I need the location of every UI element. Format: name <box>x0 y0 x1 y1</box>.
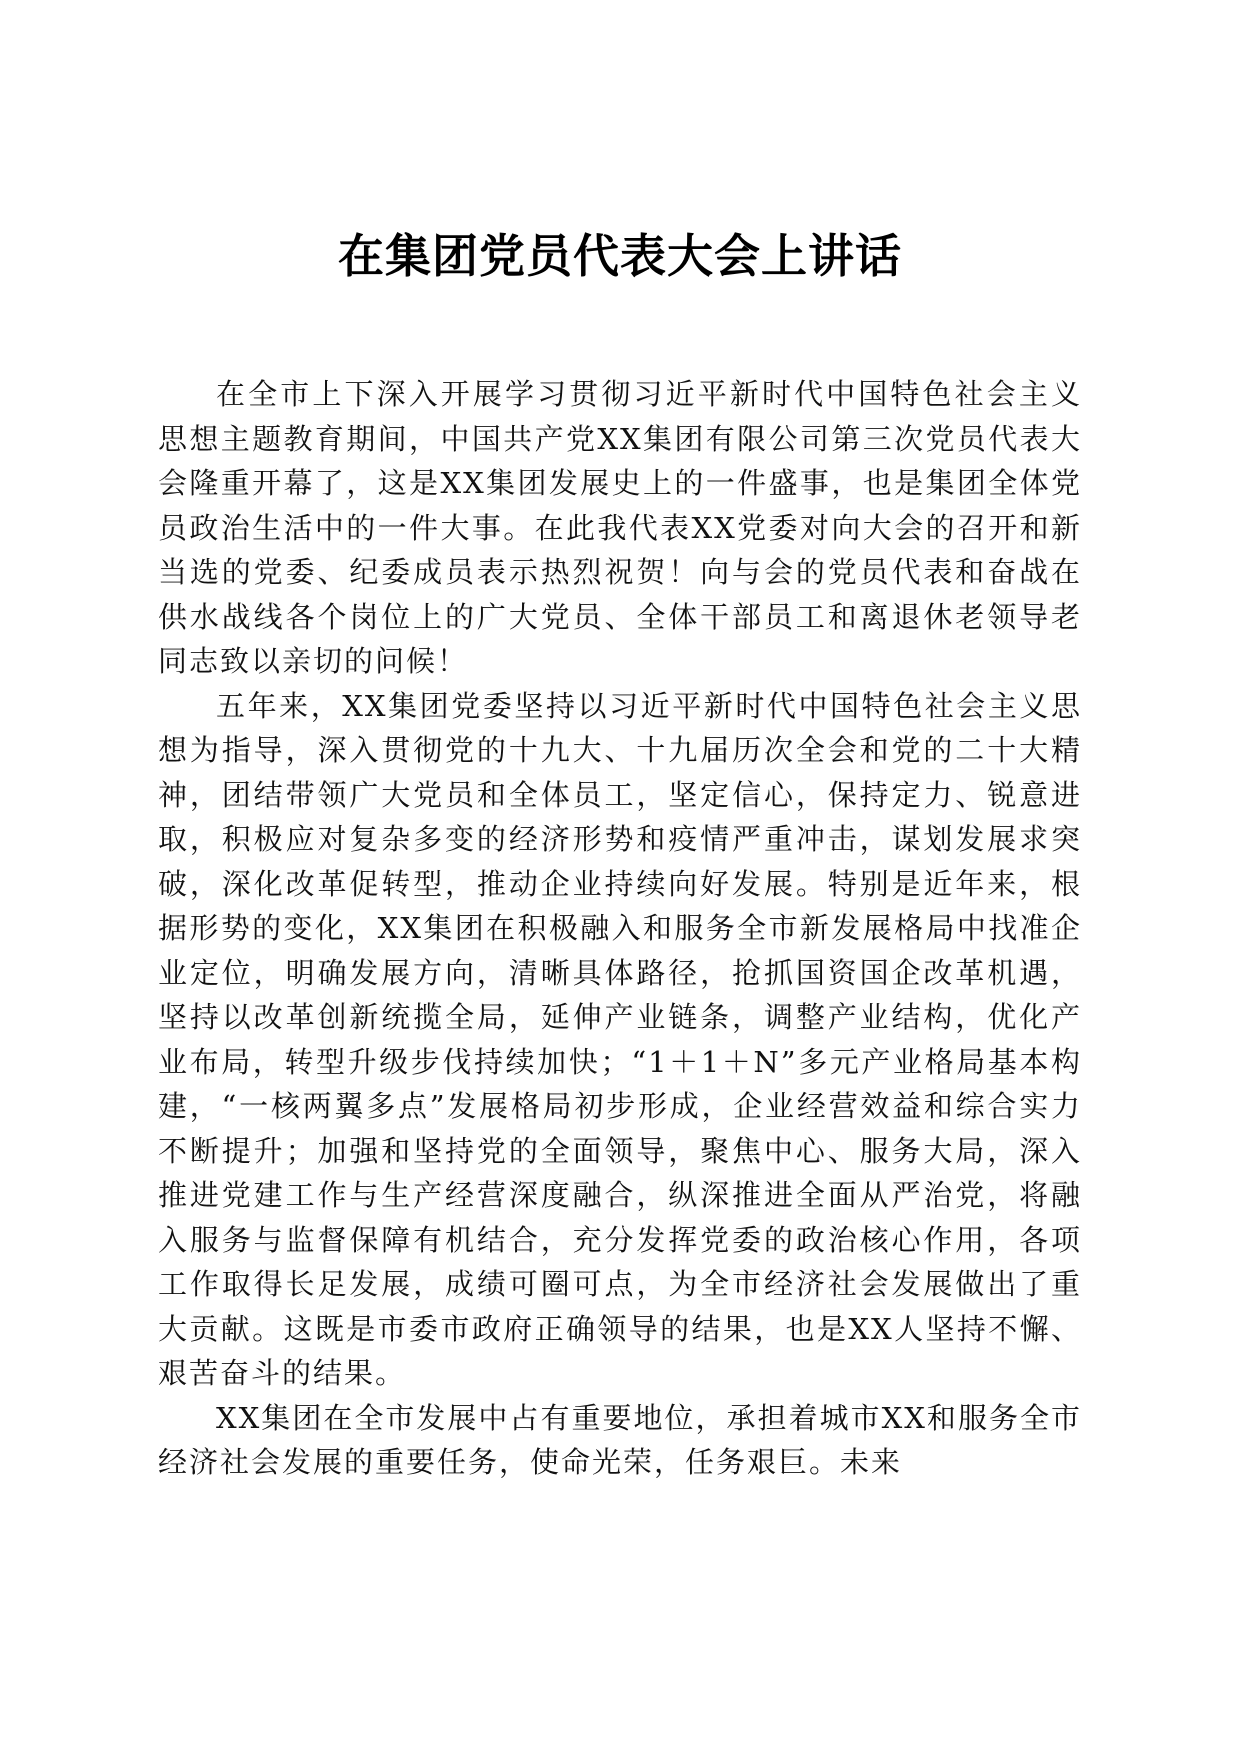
paragraph-future: XX集团在全市发展中占有重要地位，承担着城市XX和服务全市经济社会发展的重要任务，使命光荣，任务艰巨。未来 <box>158 1400 1082 1479</box>
paragraph-five-years: 五年来，XX集团党委坚持以习近平新时代中国特色社会主义思想为指导，深入贯彻党的十九大、十九届历次全会和党的二十大精神，团结带领广大党员和全体员工，坚定信心，保持定力、锐意进取，积极应对复杂多变的经济形势和疫情严重冲击，谋划发展求突破，深化改革促转型，推动企业持续向好发展。特别是近年来，根据形势的变化，XX集团在积极融入和服务全市新发展格局中找准企业定位，明确发展方向，清晰具体路径，抢抓国资国企改革机遇，坚持以改革创新统揽全局，延伸产业链条，调整产业结构，优化产业布局，转型升级步伐持续加快；“1＋1＋N”多元产业格局基本构建，“一核两翼多点”发展格局初步形成，企业经营效益和综合实力不断提升；加强和坚持党的全面领导，聚焦中心、服务大局，深入推进党建工作与生产经营深度融合，纵深推进全面从严治党，将融入服务与监督保障有机结合，充分发挥党委的政治核心作用，各项工作取得长足发展，成绩可圈可点，为全市经济社会发展做出了重大贡献。这既是市委市政府正确领导的结果，也是XX人坚持不懈、艰苦奋斗的结果。 <box>158 688 1082 1390</box>
paragraph-opening: 在全市上下深入开展学习贯彻习近平新时代中国特色社会主义思想主题教育期间，中国共产党XX集团有限公司第三次党员代表大会隆重开幕了，这是XX集团发展史上的一件盛事，也是集团全体党员政治生活中的一件大事。在此我代表XX党委对向大会的召开和新当选的党委、纪委成员表示热烈祝贺！向与会的党员代表和奋战在供水战线各个岗位上的广大党员、全体干部员工和离退休老领导老同志致以亲切的问候！ <box>158 377 1082 678</box>
document-title: 在集团党员代表大会上讲话 <box>338 229 902 283</box>
document-body <box>158 372 1082 1485</box>
